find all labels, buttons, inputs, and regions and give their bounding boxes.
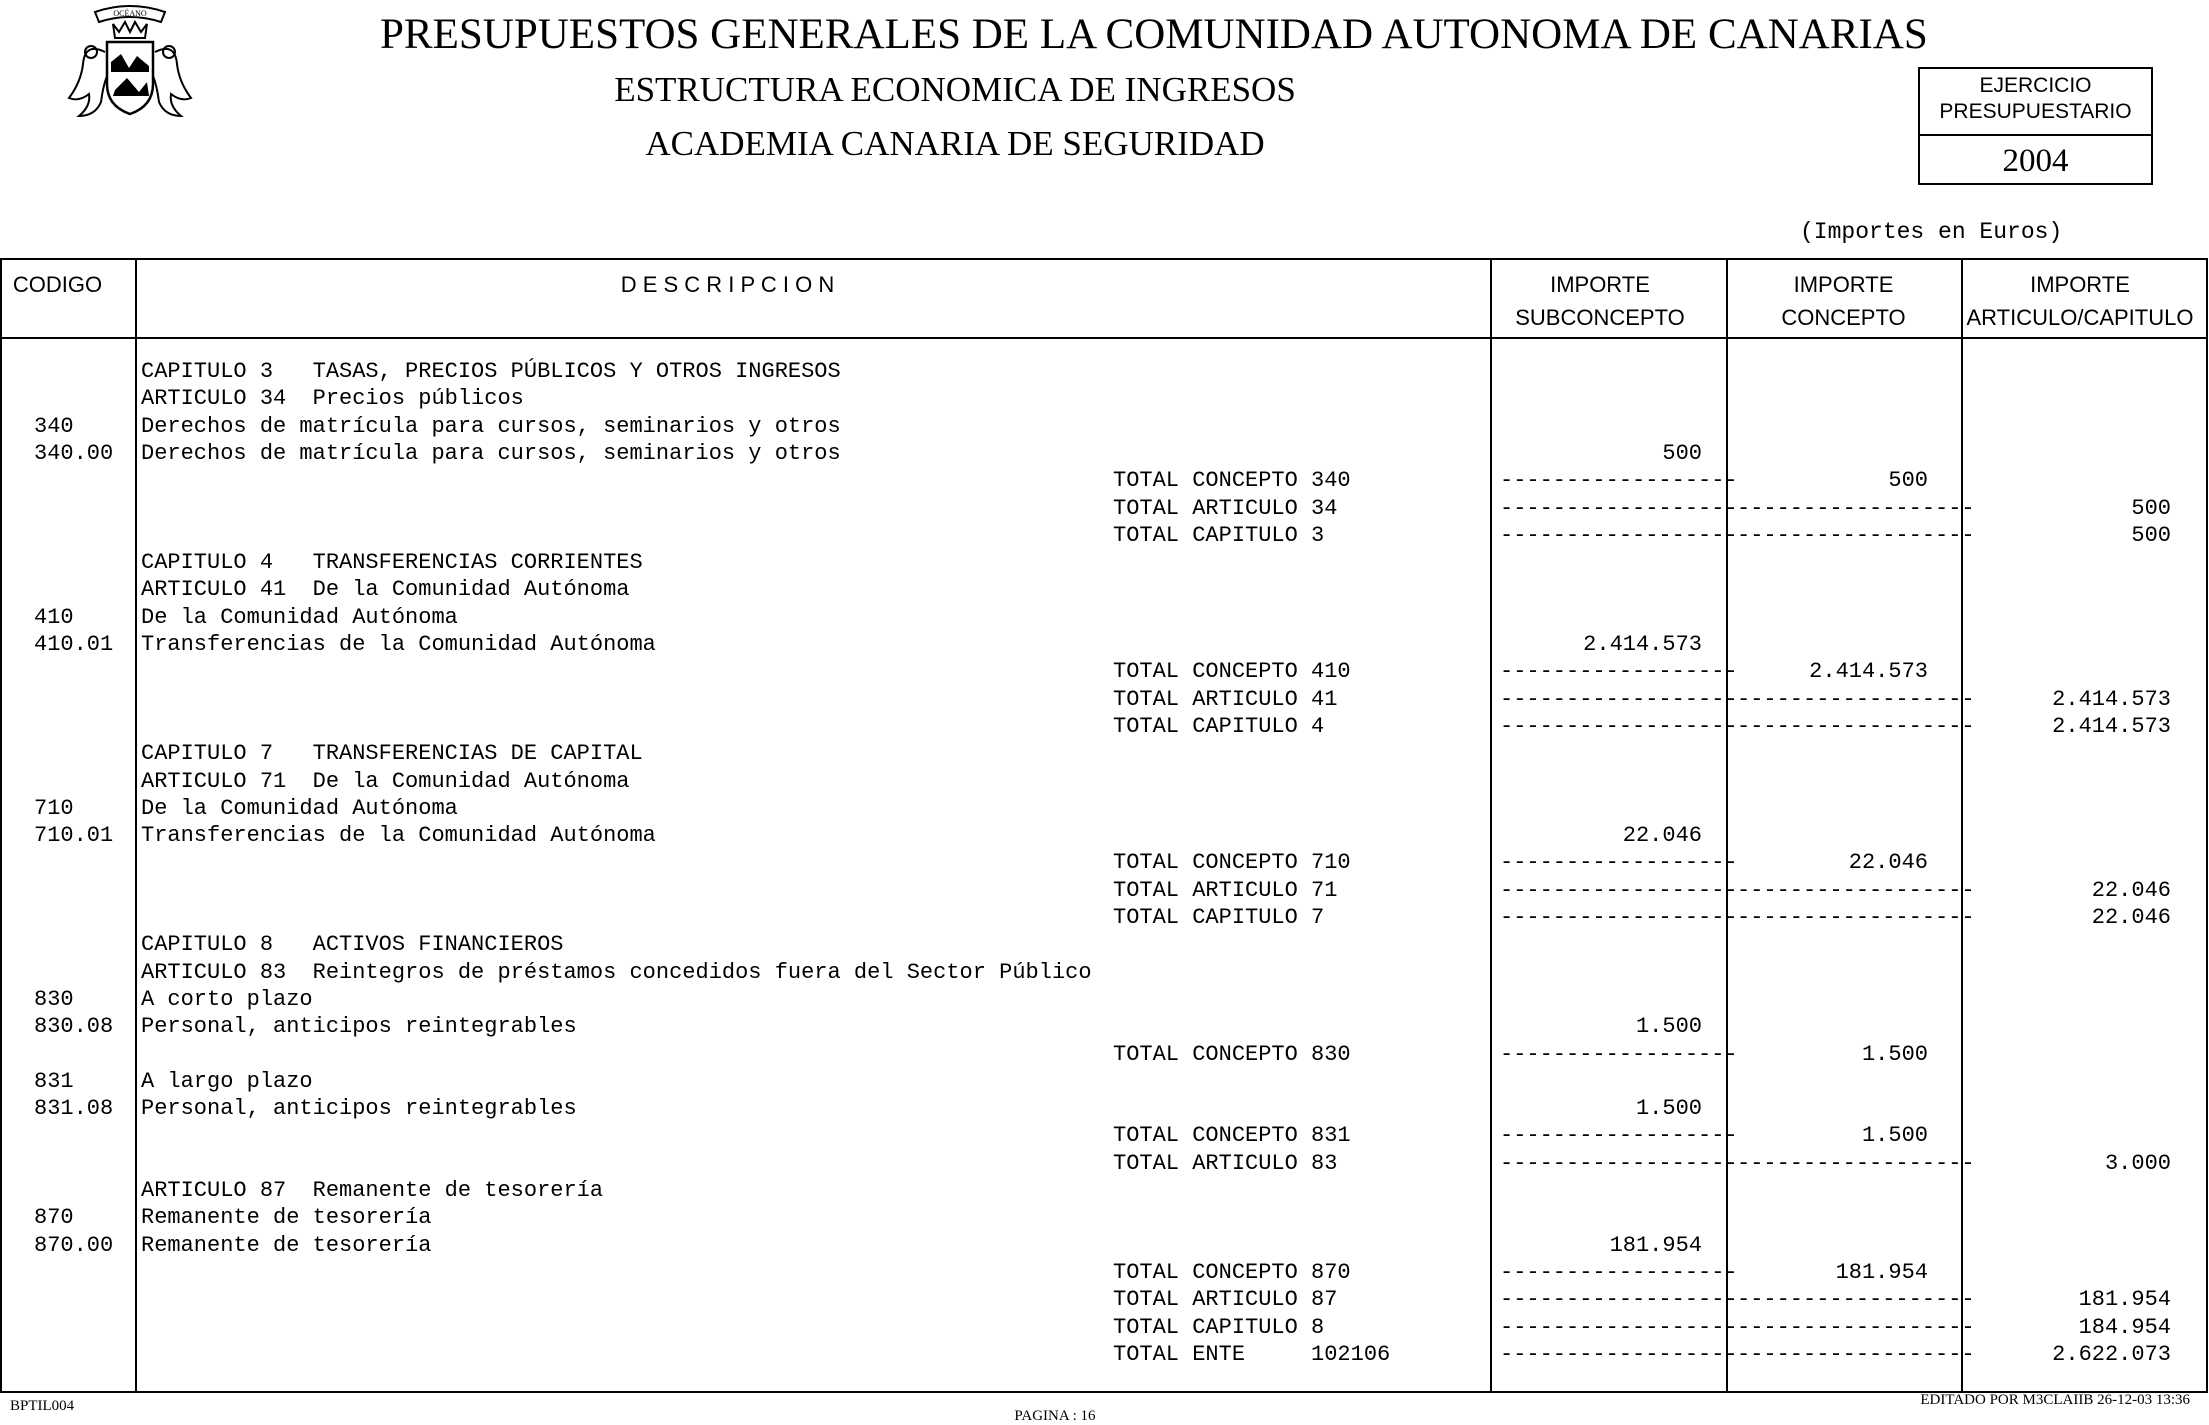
table-row: [0, 385, 2208, 412]
concepto-dash-line: ------------------: [1737, 877, 1975, 903]
row-description: Remanente de tesorería: [141, 1232, 432, 1258]
row-description: A corto plazo: [141, 986, 313, 1012]
ejercicio-divider: [1920, 134, 2151, 136]
row-description: A largo plazo: [141, 1068, 313, 1094]
row-description: CAPITULO 4 TRANSFERENCIAS CORRIENTES: [141, 550, 643, 576]
row-description: ARTICULO 41 De la Comunidad Autónoma: [141, 577, 630, 603]
subconcepto-dash-line: ------------------: [1500, 1287, 1738, 1313]
header-separator: [0, 337, 2208, 339]
table-row: [0, 358, 2208, 385]
table-row: [0, 986, 2208, 1013]
table-row: [0, 740, 2208, 767]
row-description: Derechos de matrícula para cursos, seminarios y otros: [141, 440, 841, 466]
coat-of-arms-logo: [55, 2, 205, 124]
row-importe-articulo-capitulo: 3.000: [2104, 1150, 2171, 1176]
row-description: Remanente de tesorería: [141, 1205, 432, 1231]
row-total-label: TOTAL CONCEPTO 830: [1113, 1041, 1351, 1067]
table-row: [0, 822, 2208, 849]
ejercicio-label-line1: EJERCICIO: [1979, 74, 2092, 97]
row-importe-articulo-capitulo: 2.622.073: [2052, 1341, 2171, 1367]
row-importe-articulo-capitulo: 500: [2131, 495, 2171, 521]
row-importe-subconcepto: 22.046: [1622, 823, 1702, 849]
row-code: 410: [34, 604, 74, 630]
row-total-label: TOTAL CONCEPTO 340: [1113, 468, 1351, 494]
row-description: Personal, anticipos reintegrables: [141, 1014, 577, 1040]
table-row: [0, 413, 2208, 440]
row-importe-concepto: 1.500: [1861, 1123, 1928, 1149]
row-importe-concepto: 181.954: [1835, 1259, 1928, 1285]
row-description: ARTICULO 71 De la Comunidad Autónoma: [141, 768, 630, 794]
table-row: [0, 1068, 2208, 1095]
concepto-dash-line: ------------------: [1737, 905, 1975, 930]
row-total-label: TOTAL ARTICULO 71: [1113, 877, 1338, 903]
concepto-dash-line: ------------------: [1737, 713, 1975, 739]
table-row: [0, 1150, 2208, 1177]
table-row: [0, 1013, 2208, 1040]
concepto-dash-line: ------------------: [1737, 1314, 1975, 1340]
row-code: 830.08: [34, 1014, 114, 1040]
col-header-subconcepto-line2: SUBCONCEPTO: [1515, 305, 1685, 330]
page-subtitle: ESTRUCTURA ECONOMICA DE INGRESOS: [614, 70, 1296, 109]
table-row: [0, 904, 2208, 931]
table-row: [0, 549, 2208, 576]
table-row: [0, 686, 2208, 713]
row-importe-concepto: 22.046: [1848, 850, 1928, 876]
row-code: 831.08: [34, 1096, 114, 1122]
subconcepto-dash-line: ------------------: [1500, 877, 1738, 903]
row-total-label: TOTAL CAPITULO 4: [1113, 713, 1325, 739]
table-row: [0, 1286, 2208, 1313]
table-row: [0, 1204, 2208, 1231]
row-total-label: TOTAL ARTICULO 34: [1113, 495, 1338, 521]
row-code: 830: [34, 986, 74, 1012]
entity-name: ACADEMIA CANARIA DE SEGURIDAD: [645, 124, 1265, 163]
row-importe-articulo-capitulo: 500: [2131, 522, 2171, 548]
row-description: CAPITULO 8 ACTIVOS FINANCIEROS: [141, 932, 564, 958]
row-importe-subconcepto: 500: [1662, 440, 1702, 466]
row-total-label: TOTAL ARTICULO 83: [1113, 1150, 1338, 1176]
concepto-dash-line: ------------------: [1737, 522, 1975, 548]
row-description: CAPITULO 3 TASAS, PRECIOS PÚBLICOS Y OTROS INGRESOS: [141, 359, 841, 384]
row-description: ARTICULO 34 Precios públicos: [141, 386, 524, 412]
row-code: 710: [34, 795, 74, 821]
row-description: Transferencias de la Comunidad Autónoma: [141, 632, 656, 657]
row-importe-subconcepto: 1.500: [1635, 1014, 1702, 1040]
subconcepto-dash-line: ------------------: [1500, 1314, 1738, 1340]
col-header-concepto-line2: CONCEPTO: [1781, 305, 1906, 330]
row-importe-concepto: 2.414.573: [1809, 659, 1928, 685]
row-description: Transferencias de la Comunidad Autónoma: [141, 823, 656, 849]
row-total-label: TOTAL CONCEPTO 831: [1113, 1123, 1351, 1149]
table-row: [0, 1095, 2208, 1122]
subconcepto-dash-line: ------------------: [1500, 1123, 1738, 1149]
row-total-label: TOTAL CAPITULO 3: [1113, 522, 1325, 548]
row-code: 340: [34, 413, 74, 439]
row-code: 340.00: [34, 440, 114, 466]
table-row: [0, 658, 2208, 685]
table-row: [0, 849, 2208, 876]
row-total-label: TOTAL CONCEPTO 710: [1113, 850, 1351, 876]
table-row: [0, 522, 2208, 549]
table-row: [0, 877, 2208, 904]
row-importe-subconcepto: 181.954: [1609, 1232, 1702, 1258]
row-importe-articulo-capitulo: 22.046: [2091, 905, 2171, 930]
row-total-label: TOTAL CONCEPTO 870: [1113, 1259, 1351, 1285]
table-row: [0, 604, 2208, 631]
row-description: ARTICULO 83 Reintegros de préstamos concedidos fuera del Sector Público: [141, 959, 1092, 985]
row-description: ARTICULO 87 Remanente de tesorería: [141, 1178, 604, 1203]
row-importe-subconcepto: 1.500: [1635, 1096, 1702, 1122]
subconcepto-dash-line: ------------------: [1500, 1259, 1738, 1285]
footer-report-code: BPTIL004: [10, 1398, 75, 1414]
subconcepto-dash-line: ------------------: [1500, 1150, 1738, 1176]
table-row: [0, 713, 2208, 740]
row-description: Derechos de matrícula para cursos, seminarios y otros: [141, 413, 841, 439]
table-row: [0, 1232, 2208, 1259]
ejercicio-box: [1918, 67, 2153, 185]
col-header-concepto: [1726, 268, 1961, 334]
concepto-dash-line: ------------------: [1737, 1287, 1975, 1313]
subconcepto-dash-line: ------------------: [1500, 1341, 1738, 1367]
footer-page-number: PAGINA : 16: [1014, 1408, 1096, 1424]
subconcepto-dash-line: ------------------: [1500, 495, 1738, 521]
row-description: CAPITULO 7 TRANSFERENCIAS DE CAPITAL: [141, 741, 643, 767]
row-code: 831: [34, 1068, 74, 1094]
row-importe-articulo-capitulo: 22.046: [2091, 877, 2171, 903]
footer-edited-by: EDITADO POR M3CLAIIB 26-12-03 13:36: [1920, 1392, 2190, 1408]
concepto-dash-line: ------------------: [1737, 495, 1975, 521]
units-note: (Importes en Euros): [1800, 219, 2063, 245]
col-header-concepto-line1: IMPORTE: [1793, 272, 1894, 297]
table-row: [0, 1122, 2208, 1149]
subconcepto-dash-line: ------------------: [1500, 659, 1738, 685]
col-header-subconcepto: [1490, 268, 1710, 334]
row-description: De la Comunidad Autónoma: [141, 604, 458, 630]
table-row: [0, 795, 2208, 822]
table-row: [0, 959, 2208, 986]
row-importe-concepto: 1.500: [1861, 1041, 1928, 1067]
subconcepto-dash-line: ------------------: [1500, 686, 1738, 712]
table-row: [0, 1177, 2208, 1204]
table-row: [0, 467, 2208, 494]
col-header-articulo-line2: ARTICULO/CAPITULO: [1966, 305, 2194, 330]
row-code: 410.01: [34, 632, 114, 657]
col-header-articulo-capitulo: [1961, 268, 2199, 334]
subconcepto-dash-line: ------------------: [1500, 522, 1738, 548]
row-description: Personal, anticipos reintegrables: [141, 1096, 577, 1122]
concepto-dash-line: ------------------: [1737, 1341, 1975, 1367]
table-row: [0, 1341, 2208, 1368]
col-header-codigo: CODIGO: [12, 272, 103, 297]
table-row: [0, 1041, 2208, 1068]
row-code: 870: [34, 1205, 74, 1231]
table-row: [0, 768, 2208, 795]
row-code: 710.01: [34, 823, 114, 849]
ejercicio-label-line2: PRESUPUESTARIO: [1939, 100, 2132, 123]
subconcepto-dash-line: ------------------: [1500, 905, 1738, 930]
table-row: [0, 576, 2208, 603]
row-code: 870.00: [34, 1232, 114, 1258]
row-total-label: TOTAL ENTE 102106: [1113, 1341, 1391, 1367]
table-row: [0, 931, 2208, 958]
row-description: De la Comunidad Autónoma: [141, 795, 458, 821]
row-importe-articulo-capitulo: 2.414.573: [2052, 686, 2171, 712]
page-title: PRESUPUESTOS GENERALES DE LA COMUNIDAD AUTONOMA DE CANARIAS: [380, 11, 1928, 58]
ejercicio-label: [1920, 73, 2151, 125]
row-importe-concepto: 500: [1888, 468, 1928, 494]
col-header-articulo-line1: IMPORTE: [2030, 272, 2130, 297]
logo-motto: OCÉANO: [113, 9, 147, 18]
subconcepto-dash-line: ------------------: [1500, 713, 1738, 739]
row-total-label: TOTAL CAPITULO 8: [1113, 1314, 1325, 1340]
ejercicio-year: 2004: [2002, 143, 2069, 179]
table-row: [0, 1259, 2208, 1286]
row-importe-articulo-capitulo: 184.954: [2078, 1314, 2171, 1340]
col-header-subconcepto-line1: IMPORTE: [1550, 272, 1650, 297]
row-total-label: TOTAL CAPITULO 7: [1113, 905, 1325, 930]
row-total-label: TOTAL CONCEPTO 410: [1113, 659, 1351, 685]
subconcepto-dash-line: ------------------: [1500, 1041, 1738, 1067]
row-total-label: TOTAL ARTICULO 41: [1113, 686, 1338, 712]
table-row: [0, 440, 2208, 467]
concepto-dash-line: ------------------: [1737, 686, 1975, 712]
col-header-descripcion: D E S C R I P C I O N: [620, 272, 835, 297]
subconcepto-dash-line: ------------------: [1500, 850, 1738, 876]
row-total-label: TOTAL ARTICULO 87: [1113, 1287, 1338, 1313]
subconcepto-dash-line: ------------------: [1500, 468, 1738, 494]
table-row: [0, 631, 2208, 658]
concepto-dash-line: ------------------: [1737, 1150, 1975, 1176]
table-row: [0, 1314, 2208, 1341]
row-importe-articulo-capitulo: 181.954: [2078, 1287, 2171, 1313]
row-importe-articulo-capitulo: 2.414.573: [2052, 713, 2171, 739]
row-importe-subconcepto: 2.414.573: [1583, 632, 1702, 657]
table-row: [0, 495, 2208, 522]
